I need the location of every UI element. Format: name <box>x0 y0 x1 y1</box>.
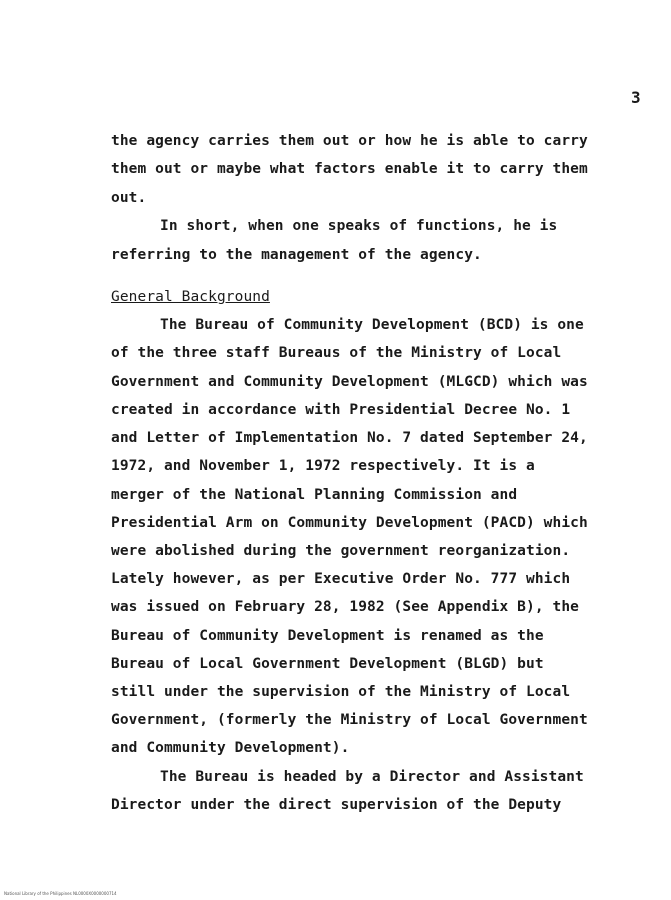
text-line: and Community Development). <box>111 740 350 756</box>
text-line: of the three staff Bureaus of the Ministry of Local <box>111 345 562 361</box>
text-line: Lately however, as per Executive Order No. 777 which <box>111 571 571 587</box>
text-line: out. <box>111 190 147 206</box>
page-number: 3 <box>631 88 641 107</box>
text-line: Director under the direct supervision of the Deputy <box>111 797 562 813</box>
text-line: the agency carries them out or how he is able to carry <box>111 133 588 149</box>
text-line: The Bureau of Community Development (BCD) is one <box>160 317 584 333</box>
text-line: Bureau of Local Government Development (BLGD) but <box>111 656 544 672</box>
section-heading: General Background <box>111 289 270 305</box>
text-line: Bureau of Community Development is renamed as the <box>111 628 544 644</box>
text-line: Government, (formerly the Ministry of Local Government <box>111 712 588 728</box>
text-line: In short, when one speaks of functions, he is <box>160 218 558 234</box>
text-line: were abolished during the government reorganization. <box>111 543 571 559</box>
text-line: and Letter of Implementation No. 7 dated September 24, <box>111 430 588 446</box>
text-line: still under the supervision of the Ministry of Local <box>111 684 571 700</box>
text-line: 1972, and November 1, 1972 respectively. It is a <box>111 458 535 474</box>
text-line: was issued on February 28, 1982 (See Appendix B), the <box>111 599 579 615</box>
text-line: referring to the management of the agency. <box>111 247 482 263</box>
text-line: them out or maybe what factors enable it to carry them <box>111 161 588 177</box>
text-line: Government and Community Development (MLGCD) which was <box>111 374 588 390</box>
text-line: The Bureau is headed by a Director and Assistant <box>160 769 584 785</box>
footer-tag: National Library of the Philippines NL0000X0000000714 <box>4 891 117 896</box>
text-line: Presidential Arm on Community Development (PACD) which <box>111 515 588 531</box>
text-line: created in accordance with Presidential Decree No. 1 <box>111 402 571 418</box>
text-line: merger of the National Planning Commission and <box>111 487 518 503</box>
